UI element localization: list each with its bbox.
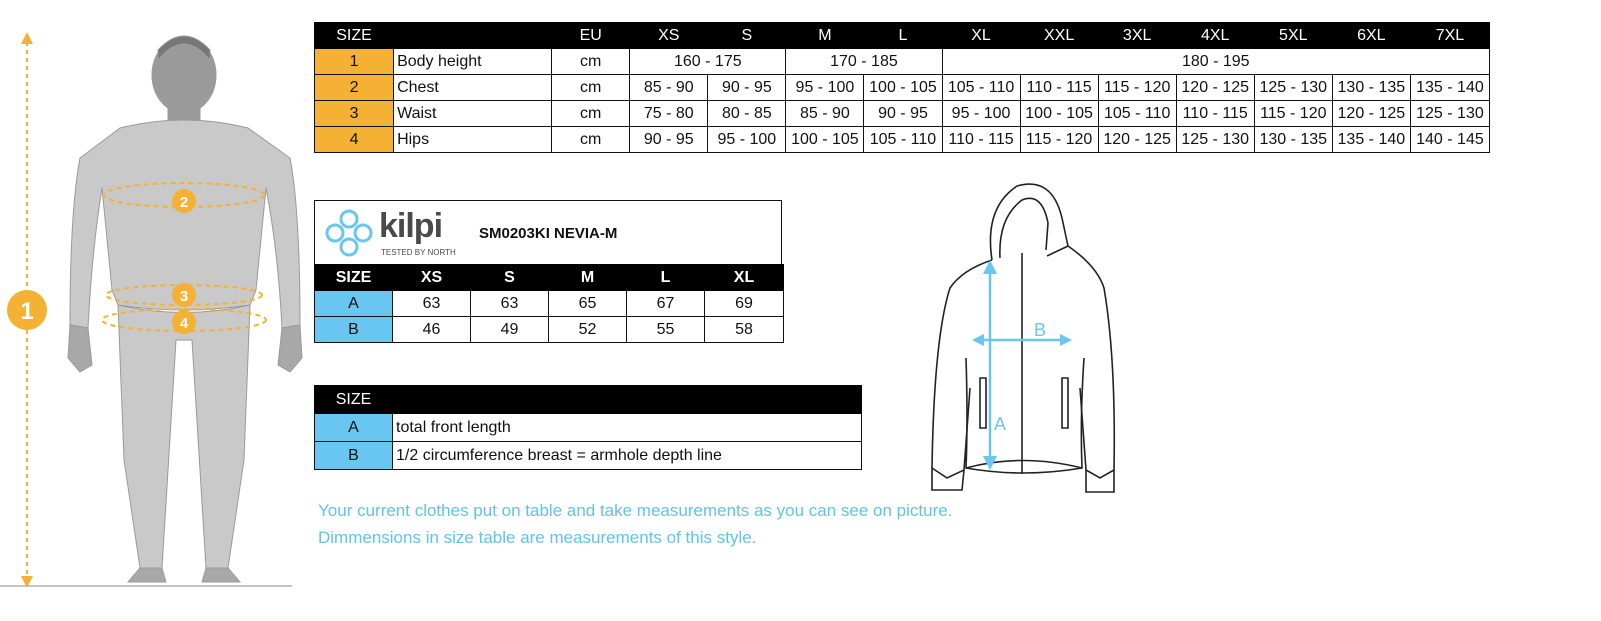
jacket-label-b: B — [1034, 320, 1047, 340]
table-cell: 140 - 145 — [1410, 127, 1489, 153]
table-cell: 115 - 120 — [1020, 127, 1098, 153]
table-cell: 49 — [471, 317, 549, 343]
kilpi-logo-icon — [321, 205, 377, 261]
table-cell: 90 - 95 — [864, 101, 942, 127]
header-cell: XXL — [1020, 23, 1098, 49]
table-cell: 69 — [705, 291, 784, 317]
table-cell: 100 - 105 — [1020, 101, 1098, 127]
header-cell: 5XL — [1254, 23, 1332, 49]
table-cell: 180 - 195 — [942, 49, 1490, 75]
product-code: SM0203KI NEVIA-M — [479, 225, 618, 242]
table-row-hips — [315, 127, 1490, 153]
table-cell: 115 - 120 — [1098, 75, 1176, 101]
table-row-b — [315, 317, 784, 343]
table-cell: 95 - 100 — [786, 75, 864, 101]
table-cell: 125 - 130 — [1410, 101, 1489, 127]
table-cell: 80 - 85 — [708, 101, 786, 127]
table-cell: 95 - 100 — [942, 101, 1020, 127]
row-unit: cm — [552, 75, 630, 101]
header-cell: 3XL — [1098, 23, 1176, 49]
table-cell: 58 — [705, 317, 784, 343]
row-label: A — [315, 414, 393, 442]
row-label: Hips — [394, 127, 552, 153]
header-cell: EU — [552, 23, 630, 49]
legend-row-a — [315, 414, 862, 442]
header-cell: XS — [630, 23, 708, 49]
table-cell: 170 - 185 — [786, 49, 942, 75]
header-cell: SIZE — [315, 265, 393, 291]
table-cell: 63 — [471, 291, 549, 317]
header-cell: S — [471, 265, 549, 291]
legend-table — [314, 385, 862, 470]
table-cell: 63 — [393, 291, 471, 317]
body-measurement-figure — [0, 20, 310, 595]
header-cell: 4XL — [1176, 23, 1254, 49]
table-row-waist — [315, 101, 1490, 127]
svg-text:3: 3 — [179, 288, 189, 305]
product-header — [314, 200, 782, 264]
header-cell: M — [786, 23, 864, 49]
table-cell: 90 - 95 — [630, 127, 708, 153]
table-row-chest — [315, 75, 1490, 101]
jacket-label-a: A — [994, 414, 1007, 434]
product-table-header — [315, 265, 784, 291]
marker-3 — [172, 283, 196, 307]
table-cell: 55 — [627, 317, 705, 343]
table-cell: 120 - 125 — [1098, 127, 1176, 153]
legend-row-b — [315, 442, 862, 470]
table-cell: 105 - 110 — [864, 127, 942, 153]
height-arrow-top — [21, 32, 33, 44]
header-cell: XS — [393, 265, 471, 291]
table-cell: 46 — [393, 317, 471, 343]
row-number: 1 — [315, 49, 394, 75]
row-label: Chest — [394, 75, 552, 101]
row-label: Body height — [394, 49, 552, 75]
header-cell: XL — [942, 23, 1020, 49]
table-cell: 125 - 130 — [1176, 127, 1254, 153]
table-cell: 75 - 80 — [630, 101, 708, 127]
note-line-2: Dimmensions in size table are measurements of this style. — [318, 528, 757, 547]
row-number: 4 — [315, 127, 394, 153]
table-cell: 65 — [549, 291, 627, 317]
jacket-outline — [932, 184, 1114, 492]
table-cell: 120 - 125 — [1332, 101, 1410, 127]
header-cell — [393, 386, 862, 414]
table-cell: 105 - 110 — [942, 75, 1020, 101]
header-cell: SIZE — [315, 23, 394, 49]
header-cell: L — [864, 23, 942, 49]
header-cell: SIZE — [315, 386, 393, 414]
row-label: A — [315, 291, 393, 317]
row-unit: cm — [552, 101, 630, 127]
table-cell: 105 - 110 — [1098, 101, 1176, 127]
product-size-table — [314, 264, 784, 343]
table-cell: 85 - 90 — [630, 75, 708, 101]
table-cell: 135 - 140 — [1332, 127, 1410, 153]
header-cell: XL — [705, 265, 784, 291]
svg-text:4: 4 — [179, 315, 189, 332]
table-cell: 110 - 115 — [1176, 101, 1254, 127]
header-cell: 7XL — [1410, 23, 1489, 49]
jacket-drawing — [922, 178, 1122, 500]
table-cell: 67 — [627, 291, 705, 317]
table-cell: 130 - 135 — [1332, 75, 1410, 101]
row-number: 2 — [315, 75, 394, 101]
table-cell: 110 - 115 — [1020, 75, 1098, 101]
row-label: B — [315, 317, 393, 343]
row-unit: cm — [552, 127, 630, 153]
header-cell: M — [549, 265, 627, 291]
header-cell: 6XL — [1332, 23, 1410, 49]
header-cell — [394, 23, 552, 49]
table-cell: 125 - 130 — [1254, 75, 1332, 101]
table-cell: 115 - 120 — [1254, 101, 1332, 127]
size-chart-table — [314, 22, 1490, 153]
table-row-a — [315, 291, 784, 317]
legend-text: 1/2 circumference breast = armhole depth line — [393, 442, 862, 470]
table-cell: 100 - 105 — [864, 75, 942, 101]
brand-tagline: TESTED BY NORTH — [381, 248, 456, 257]
header-cell: L — [627, 265, 705, 291]
table-row-body-height — [315, 49, 1490, 75]
svg-text:1: 1 — [20, 298, 34, 325]
marker-2 — [172, 189, 196, 213]
svg-text:2: 2 — [179, 194, 189, 211]
row-label: Waist — [394, 101, 552, 127]
table-cell: 110 - 115 — [942, 127, 1020, 153]
table-cell: 120 - 125 — [1176, 75, 1254, 101]
table-cell: 135 - 140 — [1410, 75, 1489, 101]
table-cell: 90 - 95 — [708, 75, 786, 101]
note-line-1: Your current clothes put on table and take measurements as you can see on picture. — [318, 501, 953, 520]
table-cell: 85 - 90 — [786, 101, 864, 127]
row-label: B — [315, 442, 393, 470]
table-cell: 130 - 135 — [1254, 127, 1332, 153]
row-number: 3 — [315, 101, 394, 127]
table-cell: 52 — [549, 317, 627, 343]
row-unit: cm — [552, 49, 630, 75]
marker-4 — [172, 310, 196, 334]
brand-name: kilpi — [379, 207, 443, 245]
legend-header — [315, 386, 862, 414]
header-cell: S — [708, 23, 786, 49]
table-cell: 160 - 175 — [630, 49, 786, 75]
table-cell: 100 - 105 — [786, 127, 864, 153]
marker-1 — [7, 290, 47, 330]
size-chart-header — [315, 23, 1490, 49]
table-cell: 95 - 100 — [708, 127, 786, 153]
legend-text: total front length — [393, 414, 862, 442]
